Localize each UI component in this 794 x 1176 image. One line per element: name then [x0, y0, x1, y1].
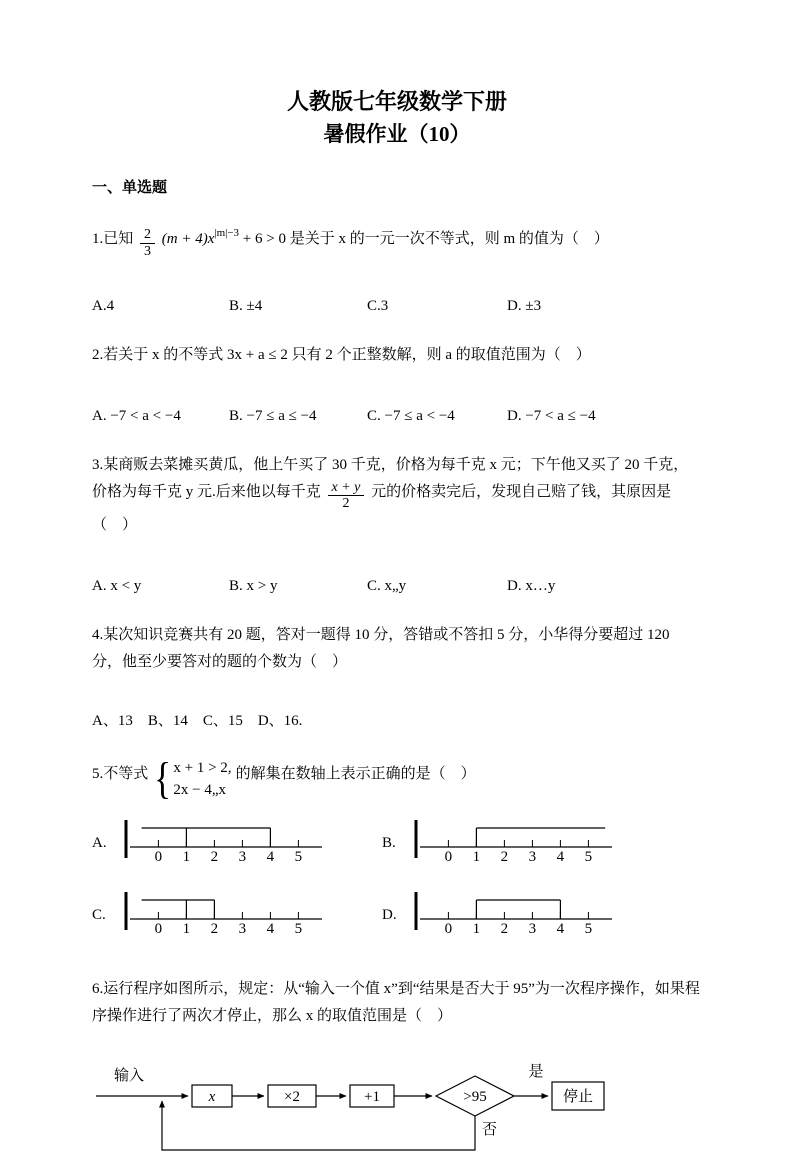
svg-text:2: 2	[500, 848, 509, 865]
q1-pre: 1.已知	[92, 231, 134, 248]
svg-text:5: 5	[584, 920, 593, 937]
svg-text:4: 4	[266, 848, 275, 865]
q2-option-d: D. −7 < a ≤ −4	[507, 407, 596, 424]
question-4-text: 4.某次知识竞赛共有 20 题，答对一题得 10 分，答错或不答扣 5 分，小华得分要超过 120 分，他至少要答对的题的个数为（ ）	[92, 626, 670, 670]
flow-box-stop-label: 停止	[562, 1088, 594, 1105]
fraction-denominator: 3	[144, 243, 152, 259]
q1-option-c: C.3	[367, 297, 389, 314]
fraction-denominator: 2	[342, 496, 350, 512]
q5-post: 的解集在数轴上表示正确的是（ ）	[235, 765, 476, 782]
svg-text:5: 5	[294, 848, 303, 865]
fraction	[328, 480, 365, 512]
q1-exponent: |m|−3	[214, 227, 240, 240]
svg-text:3: 3	[528, 920, 537, 937]
question-3-text	[92, 452, 702, 539]
fraction	[140, 227, 155, 259]
q5-option-c	[92, 886, 382, 946]
svg-text:3: 3	[238, 920, 247, 937]
numberline-graphic	[120, 814, 328, 864]
flow-no-label: 否	[482, 1121, 498, 1138]
question-1-options	[92, 293, 702, 320]
q5-option-c-label: C.	[92, 907, 106, 924]
svg-text:0: 0	[444, 920, 453, 937]
doc-title-line2: 暑假作业（10）	[323, 121, 471, 146]
q1-option-a: A.4	[92, 297, 115, 314]
question-2	[92, 342, 702, 430]
fraction-numerator: x + y	[328, 480, 365, 496]
question-5	[92, 754, 702, 946]
svg-text:3: 3	[528, 848, 537, 865]
q2-option-b: B. −7 ≤ a ≤ −4	[229, 407, 317, 424]
question-2-options	[92, 403, 702, 430]
flow-box-times2-label: ×2	[284, 1088, 300, 1105]
q1-option-d: D. ±3	[507, 297, 542, 314]
svg-text:2: 2	[210, 920, 219, 937]
flowchart	[92, 1058, 672, 1166]
svg-text:2: 2	[210, 848, 219, 865]
numberline-graphic	[120, 886, 328, 936]
q5-option-b	[382, 814, 672, 874]
svg-text:4: 4	[556, 848, 565, 865]
svg-text:0: 0	[444, 848, 453, 865]
numberline-c	[120, 886, 328, 946]
question-1	[92, 224, 702, 320]
flowchart-wrapper	[92, 1058, 702, 1176]
svg-text:1: 1	[472, 848, 481, 865]
numberline-graphic	[410, 814, 618, 864]
q1-option-b: B. ±4	[229, 297, 263, 314]
question-5-text	[92, 754, 702, 804]
numberline-b	[410, 814, 618, 874]
svg-text:3: 3	[238, 848, 247, 865]
system-line-2: 2x − 4„x	[173, 782, 227, 799]
q3-option-b: B. x > y	[229, 577, 278, 594]
q1-mid: (m + 4)x	[161, 231, 215, 248]
question-3	[92, 452, 702, 600]
question-6	[92, 976, 702, 1176]
svg-text:1: 1	[472, 920, 481, 937]
q6-line-2: 序操作进行了两次才停止，那么 x 的取值范围是（ ）	[92, 1007, 453, 1024]
inequality-system	[152, 754, 232, 804]
question-6-text	[92, 976, 702, 1030]
flow-box-x-label: x	[208, 1088, 216, 1105]
svg-text:5: 5	[294, 920, 303, 937]
question-1-text	[92, 224, 702, 259]
svg-text:5: 5	[584, 848, 593, 865]
q2-option-a: A. −7 < a < −4	[92, 407, 181, 424]
q5-option-d-label: D.	[382, 907, 397, 924]
q5-option-b-label: B.	[382, 835, 396, 852]
q5-option-a-label: A.	[92, 835, 107, 852]
system-line-1: x + 1 > 2,	[173, 759, 232, 776]
question-4	[92, 622, 702, 735]
doc-title-line1: 人教版七年级数学下册	[286, 89, 507, 114]
flow-condition-label: >95	[463, 1088, 487, 1105]
question-4-options: A、13 B、14 C、15 D、16.	[92, 712, 303, 729]
svg-text:1: 1	[182, 920, 191, 937]
q3-option-a: A. x < y	[92, 577, 142, 594]
svg-text:4: 4	[556, 920, 565, 937]
q5-options-row-1	[92, 814, 702, 874]
q5-option-d	[382, 886, 672, 946]
svg-text:0: 0	[154, 848, 163, 865]
system-lines	[173, 757, 231, 802]
fraction-numerator: 2	[140, 227, 155, 243]
numberline-graphic	[410, 886, 618, 936]
svg-text:4: 4	[266, 920, 275, 937]
q3-option-c: C. x„y	[367, 577, 407, 594]
question-3-options	[92, 573, 702, 600]
flow-yes-label: 是	[528, 1063, 544, 1080]
q5-options-row-2	[92, 886, 702, 946]
question-2-text: 2.若关于 x 的不等式 3x + a ≤ 2 只有 2 个正整数解，则 a 的取值范围为（ ）	[92, 346, 591, 363]
q3-pre: 3.某商贩去菜摊买黄瓜，他上午买了 30 千克，价格为每千克 x 元；下午他又买了 20 千克，价格为每千克 y 元.后来他以每千克	[92, 456, 689, 500]
q3-post: 元的价格卖完后，发现自己赔了钱，其原因是（ ）	[92, 483, 672, 533]
q5-option-a	[92, 814, 382, 874]
q1-post: + 6 > 0 是关于 x 的一元一次不等式，则 m 的值为（ ）	[239, 231, 609, 248]
numberline-a	[120, 814, 328, 874]
svg-text:2: 2	[500, 920, 509, 937]
q2-option-c: C. −7 ≤ a < −4	[367, 407, 455, 424]
q3-option-d: D. x…y	[507, 577, 556, 594]
q5-pre: 5.不等式	[92, 765, 149, 782]
numberline-d	[410, 886, 618, 946]
section-heading: 一、单选题	[92, 180, 168, 197]
flow-feedback-line	[162, 1101, 475, 1150]
svg-text:1: 1	[182, 848, 191, 865]
q6-line-1: 6.运行程序如图所示，规定：从“输入一个值 x”到“结果是否大于 95”为一次程序操作，如果程	[92, 980, 700, 997]
flow-input-label: 输入	[114, 1067, 145, 1084]
svg-text:0: 0	[154, 920, 163, 937]
flow-box-plus1-label: +1	[364, 1088, 380, 1105]
brace-glyph: {	[154, 754, 172, 804]
